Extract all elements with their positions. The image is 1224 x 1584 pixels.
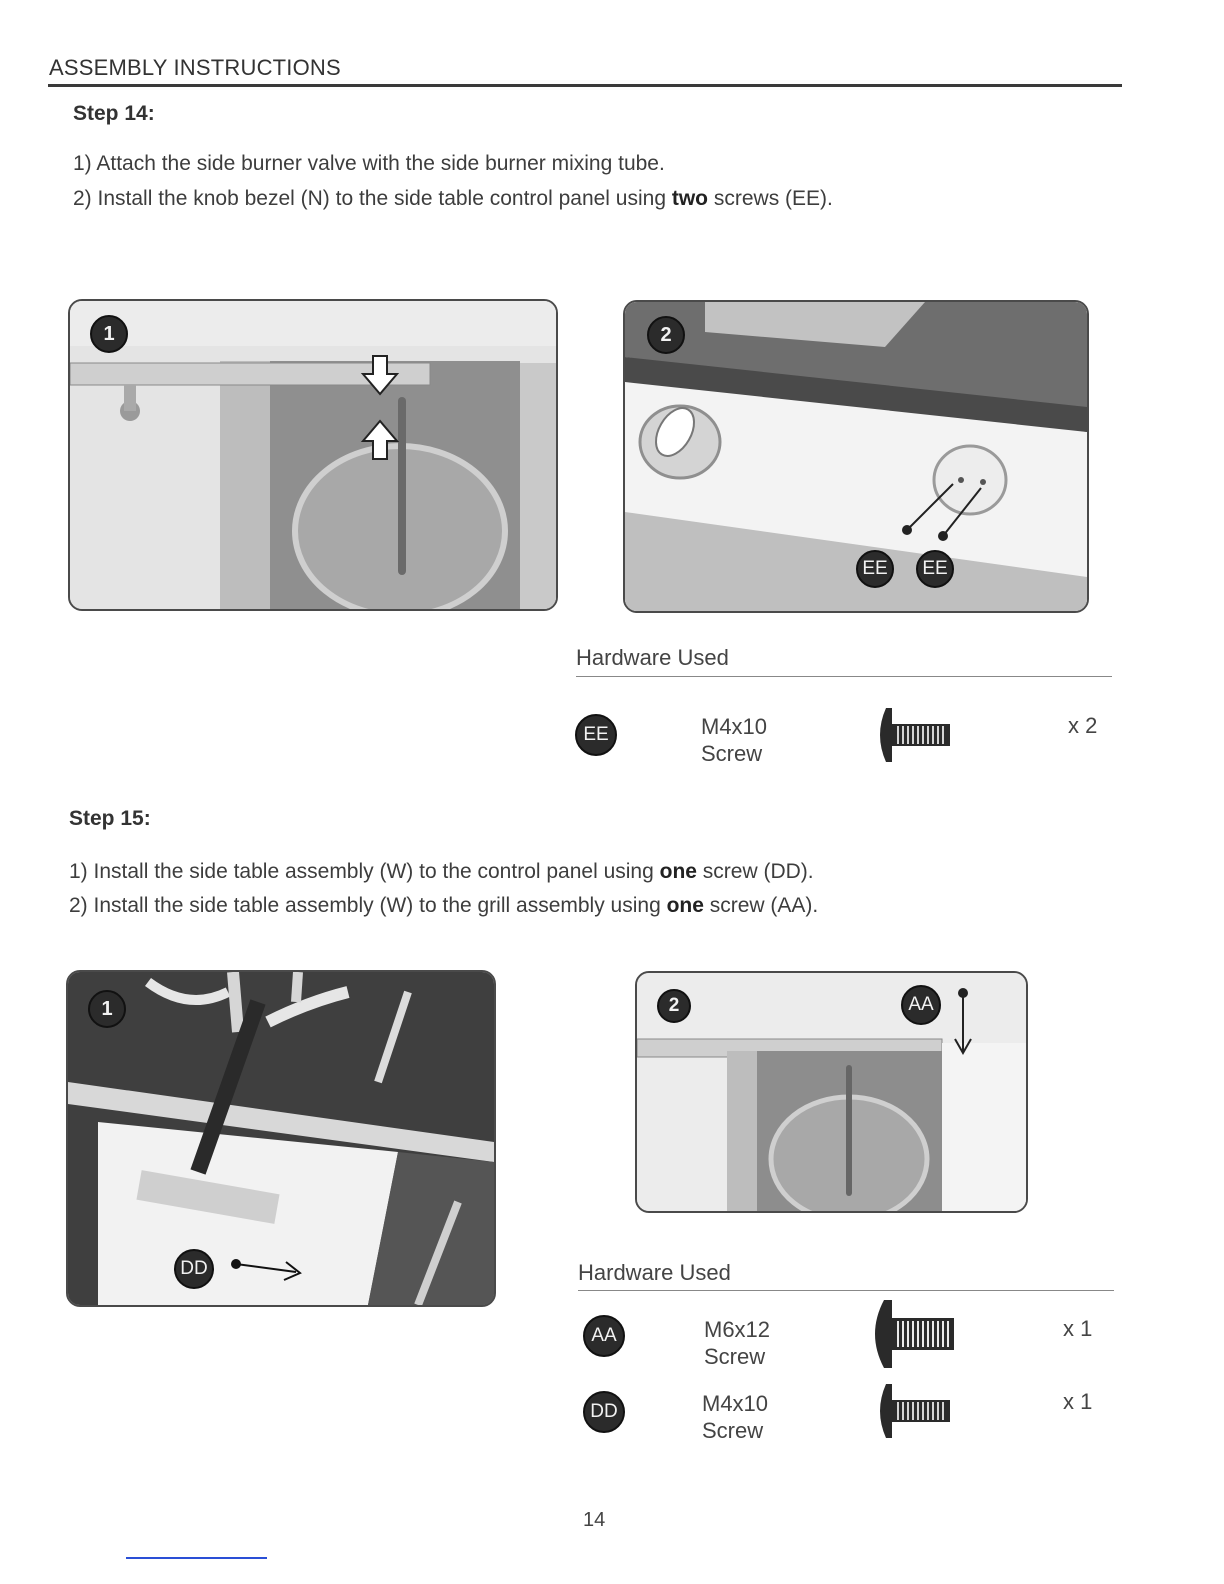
hardware-type: Screw <box>702 1418 764 1443</box>
hardware-used-title: Hardware Used <box>576 645 729 670</box>
hardware-size: M6x12 <box>704 1317 771 1342</box>
hardware-type: Screw <box>704 1344 766 1369</box>
hardware-used-title: Hardware Used <box>578 1260 731 1285</box>
hardware-ee-badge: EE <box>856 550 894 588</box>
hardware-aa-badge: AA <box>583 1315 625 1357</box>
step-15-instruction-1: 1) Install the side table assembly (W) to the control panel using one screw (DD). <box>69 860 814 883</box>
step-15-title: Step 15: <box>69 807 151 830</box>
hardware-size: M4x10 <box>702 1391 769 1416</box>
page-number: 14 <box>583 1509 606 1531</box>
hardware-ee-badge: EE <box>575 714 617 756</box>
hardware-dd-description <box>702 1390 768 1444</box>
step-15-figure-1 <box>66 970 496 1307</box>
figure-number-badge: 2 <box>657 989 691 1023</box>
hardware-type: Screw <box>701 741 763 766</box>
header-rule <box>48 84 1122 87</box>
figure-number-badge: 2 <box>647 316 685 354</box>
footer-rule <box>126 1557 267 1559</box>
hardware-dd-badge: DD <box>583 1391 625 1433</box>
screw-m6x12-icon <box>866 1298 958 1370</box>
hardware-ee-quantity: x 2 <box>1068 713 1098 738</box>
hardware-rule <box>576 676 1112 677</box>
hardware-aa-description <box>704 1316 770 1370</box>
hardware-rule <box>578 1290 1114 1291</box>
hardware-aa-badge: AA <box>901 985 941 1025</box>
figure-number-badge: 1 <box>90 315 128 353</box>
hardware-size: M4x10 <box>701 714 768 739</box>
step-14-instruction-1: 1) Attach the side burner valve with the side burner mixing tube. <box>73 152 665 175</box>
hardware-dd-badge: DD <box>174 1249 214 1289</box>
hardware-aa-quantity: x 1 <box>1063 1316 1093 1341</box>
step-14-title: Step 14: <box>73 102 155 125</box>
step-15-instruction-2: 2) Install the side table assembly (W) to the grill assembly using one screw (AA). <box>69 894 819 917</box>
hardware-ee-description <box>701 713 767 767</box>
step-14-figure-2 <box>623 300 1089 613</box>
screw-m4x10-icon <box>872 706 954 764</box>
step-14-figure-1 <box>68 299 558 611</box>
step-15-figure-2 <box>635 971 1028 1213</box>
screw-m4x10-icon <box>872 1382 954 1440</box>
hardware-ee-badge: EE <box>916 550 954 588</box>
figure-number-badge: 1 <box>88 990 126 1028</box>
page-header-title: ASSEMBLY INSTRUCTIONS <box>49 55 341 80</box>
step-14-instruction-2: 2) Install the knob bezel (N) to the side table control panel using two screws (EE). <box>73 187 833 210</box>
hardware-dd-quantity: x 1 <box>1063 1389 1093 1414</box>
